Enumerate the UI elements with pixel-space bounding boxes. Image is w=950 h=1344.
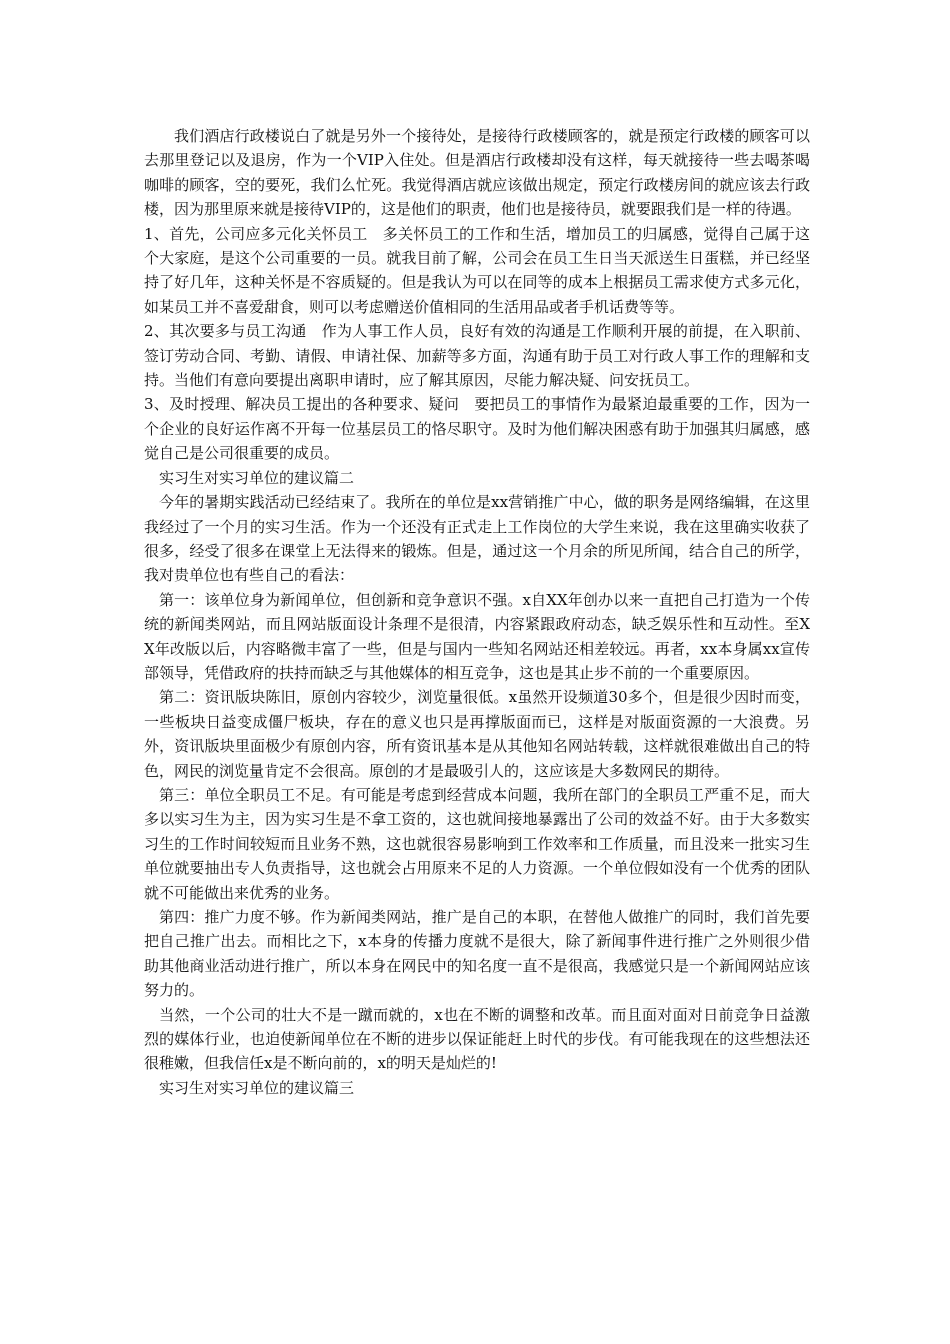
- paragraph-suggestion-2: 2、其次要多与员工沟通 作为人事工作人员，良好有效的沟通是工作顺利开展的前提，在入职前、签订劳动合同、考勤、请假、申请社保、加薪等多方面，沟通有助于员工对行政人事工作的理解和支持。当他们有意向要提出离职申请时，应了解其原因，尽能力解决疑、问安抚员工。: [144, 322, 810, 390]
- paragraph-point-2: 第二：资讯版块陈旧，原创内容较少，浏览量很低。x虽然开设频道30多个，但是很少因时而变，一些板块日益变成僵尸板块，存在的意义也只是再撑版面而已，这样是对版面资源的一大浪费。另外，资讯版块里面极少有原创内容，所有资讯基本是从其他知名网站转载，这样就很难做出自己的特色，网民的浏览量肯定不会很高。原创的才是最吸引人的，这应该是大多数网民的期待。: [144, 688, 810, 780]
- paragraph-intro-part-2: 今年的暑期实践活动已经结束了。我所在的单位是xx营销推广中心，做的职务是网络编辑，在这里我经过了一个月的实习生活。作为一个还没有正式走上工作岗位的大学生来说，我在这里确实收获了很多，经受了很多在课堂上无法得来的锻炼。但是，通过这一个月余的所见所闻，结合自己的所学，我对贵单位也有些自己的看法：: [144, 493, 810, 585]
- document-page: [144, 124, 810, 1100]
- paragraph-point-3: 第三：单位全职员工不足。有可能是考虑到经营成本问题，我所在部门的全职员工严重不足，而大多以实习生为主，因为实习生是不拿工资的，这也就间接地暴露出了公司的效益不好。由于大多数实习生的工作时间较短而且业务不熟，这也就很容易影响到工作效率和工作质量，而且没来一批实习生单位就要抽出专人负责指导，这也就会占用原来不足的人力资源。一个单位假如没有一个优秀的团队就不可能做出来优秀的业务。: [144, 785, 810, 902]
- paragraph-conclusion: 当然，一个公司的壮大不是一蹴而就的，x也在不断的调整和改革。而且面对面对日前竞争日益激烈的媒体行业，也迫使新闻单位在不断的进步以保证能赶上时代的步伐。有可能我现在的这些想法还很稚嫩，但我信任x是不断向前的，x的明天是灿烂的!: [144, 1005, 810, 1073]
- paragraph-suggestion-1: 1、首先，公司应多元化关怀员工 多关怀员工的工作和生活，增加员工的归属感，觉得自己属于这个大家庭，是这个公司重要的一员。就我目前了解，公司会在员工生日当天派送生日蛋糕，并已经坚持了好几年，这种关怀是不容质疑的。但是我认为可以在同等的成本上根据员工需求使方式多元化，如某员工并不喜爱甜食，则可以考虑赠送价值相同的生活用品或者手机话费等等。: [144, 224, 810, 316]
- paragraph-point-1: 第一：该单位身为新闻单位，但创新和竞争意识不强。x自XX年创办以来一直把自己打造为一个传统的新闻类网站，而且网站版面设计条理不是很清，内容紧跟政府动态，缺乏娱乐性和互动性。至XX年改版以后，内容略微丰富了一些，但是与国内一些知名网站还相差较远。再者，xx本身属xx宣传部领导，凭借政府的扶持而缺乏与其他媒体的相互竞争，这也是其止步不前的一个重要原因。: [144, 590, 810, 682]
- section-heading-part-3: 实习生对实习单位的建议篇三: [159, 1078, 355, 1097]
- paragraph-suggestion-3: 3、及时授理、解决员工提出的各种要求、疑问 要把员工的事情作为最紧迫最重要的工作，因为一个企业的良好运作离不开每一位基层员工的恪尽职守。及时为他们解决困惑有助于加强其归属感，感觉自己是公司很重要的成员。: [144, 395, 810, 463]
- section-heading-part-2: 实习生对实习单位的建议篇二: [159, 468, 355, 487]
- paragraph-hotel-executive-floor: 我们酒店行政楼说白了就是另外一个接待处，是接待行政楼顾客的，就是预定行政楼的顾客可以去那里登记以及退房，作为一个VIP入住处。但是酒店行政楼却没有这样，每天就接待一些去喝茶喝咖啡的顾客，空的要死，我们么忙死。我觉得酒店就应该做出规定，预定行政楼房间的就应该去行政楼，因为那里原来就是接待VIP的，这是他们的职责，他们也是接待员，就要跟我们是一样的待遇。: [144, 127, 810, 219]
- paragraph-point-4: 第四：推广力度不够。作为新闻类网站，推广是自己的本职，在替他人做推广的同时，我们首先要把自己推广出去。而相比之下，x本身的传播力度就不是很大，除了新闻事件进行推广之外则很少借助其他商业活动进行推广，所以本身在网民中的知名度一直不是很高，我感觉只是一个新闻网站应该努力的。: [144, 908, 810, 1000]
